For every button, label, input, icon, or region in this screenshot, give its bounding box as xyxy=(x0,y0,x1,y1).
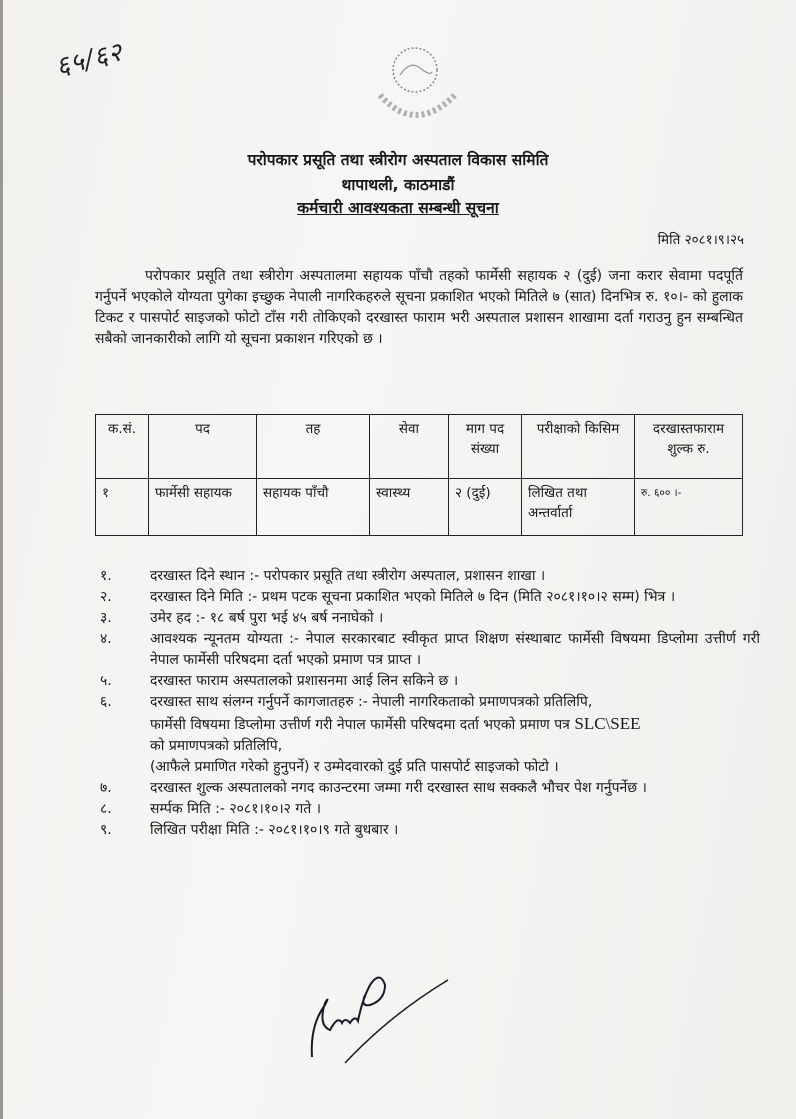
list-item xyxy=(100,692,760,778)
item-text: सर्म्पक मिति :- २०८१।१०।२ गते । xyxy=(150,801,321,817)
cell-level: सहायक पाँचौ xyxy=(257,479,370,536)
cell-sn: १ xyxy=(96,479,149,536)
col-header-service: सेवा xyxy=(370,415,449,479)
item-text: आवश्यक न्यूनतम योग्यता :- नेपाल सरकारबाट स्वीकृत प्राप्त शिक्षण संस्थाबाट फार्मेसी विषयमा डिप्लोमा उत्तीर्ण गरी नेपाल फार्मेसी परिषदमा दर्ता भएको प्रमाण पत्र प्राप्त । xyxy=(150,631,760,668)
organization-location: थापाथली, काठमाडौं xyxy=(341,176,455,194)
item-number: ५. xyxy=(100,673,112,689)
item-text-cont: को प्रमाणपत्रको प्रतिलिपि, xyxy=(150,738,283,754)
official-seal-icon xyxy=(360,40,470,140)
col-header-exam-type: परीक्षाको किसिम xyxy=(522,415,635,479)
item-number: ४. xyxy=(100,631,112,647)
cell-service: स्वास्थ्य xyxy=(370,479,449,536)
list-item xyxy=(100,608,760,629)
col-header-fee: दरखास्तफाराम शुल्क रु. xyxy=(635,415,743,479)
conditions-list xyxy=(100,566,760,841)
item-number: २. xyxy=(100,589,112,605)
notice-subject: कर्मचारी आवश्यकता सम्बन्धी सूचना xyxy=(297,199,499,217)
cell-exam-type: लिखित तथा अन्तर्वार्ता xyxy=(522,479,635,536)
item-text: दरखास्त साथ संलग्न गर्नुपर्ने कागजातहरु :- नेपाली नागरिकताको प्रमाणपत्रको प्रतिलिपि, xyxy=(150,694,593,710)
notice-date: मिति २०८१।९।२५ xyxy=(657,232,744,248)
list-item xyxy=(100,566,760,587)
item-number: १. xyxy=(100,568,112,584)
col-header-sn: क.सं. xyxy=(96,415,149,479)
handwritten-reference: ६५/६२ xyxy=(52,37,126,83)
item-text: दरखास्त दिने मिति :- प्रथम पटक सूचना प्रकाशित भएको मितिले ७ दिन (मिति २०८१।१०।२ सम्म) भित्र । xyxy=(150,589,676,605)
table-row xyxy=(96,479,743,536)
item-number: ९. xyxy=(100,822,112,838)
item-text: लिखित परीक्षा मिति :- २०८१।१०।९ गते बुधबार । xyxy=(150,822,399,838)
item-number: ३. xyxy=(100,610,112,626)
item-number: ७. xyxy=(100,780,112,796)
item-text: उमेर हद :- १८ बर्ष पुरा भई ४५ बर्ष ननाघेको । xyxy=(150,610,384,626)
item-number: ८. xyxy=(100,801,112,817)
list-item xyxy=(100,629,760,671)
cell-fee: रु. ६०० ।- xyxy=(635,479,743,536)
organization-title: परोपकार प्रसूति तथा स्त्रीरोग अस्पताल विकास समिति xyxy=(247,151,549,169)
list-item xyxy=(100,799,760,820)
signature-icon xyxy=(290,945,450,1065)
table-header-row xyxy=(96,415,743,479)
cell-vacancies: २ (दुई) xyxy=(449,479,522,536)
list-item xyxy=(100,820,760,841)
list-item xyxy=(100,778,760,799)
item-text-cont: (आफैले प्रमाणित गरेको हुनुपर्ने) र उम्मेदवारको दुई प्रति पासपोर्ट साइजको फोटो । xyxy=(150,759,559,775)
cell-post: फार्मेसी सहायक xyxy=(149,479,257,536)
intro-paragraph: परोपकार प्रसूति तथा स्त्रीरोग अस्पतालमा सहायक पाँचौ तहको फार्मेसी सहायक २ (दुई) जना करार सेवामा पदपूर्ति गर्नुपर्ने भएकोले योग्यता पुगेका इच्छुक नेपाली नागरिकहरुले सूचना प्रकाशित भएको मितिले ७ (सात) दिनभित्र रु. १०।- को हुलाक टिकट र पासपोर्ट साइजको फोटो टाँस गरी तोकिएको दरखास्त फाराम भरी अस्पताल प्रशासन शाखामा दर्ता गराउनु हुन सम्बन्धित सबैको जानकारीको लागि यो सूचना प्रकाशन गरिएको छ । xyxy=(95,268,743,347)
item-text: दरखास्त फाराम अस्पतालको प्रशासनमा आई लिन सकिने छ । xyxy=(150,673,459,689)
item-text-block xyxy=(150,692,760,778)
list-item xyxy=(100,671,760,692)
col-header-vacancies: माग पद संख्या xyxy=(449,415,522,479)
item-text-latin: SLC\SEE xyxy=(574,714,641,733)
col-header-post: पद xyxy=(149,415,257,479)
item-text: दरखास्त शुल्क अस्पतालको नगद काउन्टरमा जम्मा गरी दरखास्त साथ सक्कलै भौचर पेश गर्नुपर्नेछ । xyxy=(150,780,647,796)
item-number: ६. xyxy=(100,694,112,710)
vacancy-table xyxy=(95,414,743,536)
col-header-level: तह xyxy=(257,415,370,479)
item-text-cont: फार्मेसी विषयमा डिप्लोमा उत्तीर्ण गरी नेपाल फार्मेसी परिषदमा दर्ता भएको प्रमाण पत्र xyxy=(150,717,570,733)
list-item xyxy=(100,587,760,608)
item-text: दरखास्त दिने स्थान :- परोपकार प्रसूति तथा स्त्रीरोग अस्पताल, प्रशासन शाखा । xyxy=(150,568,546,584)
